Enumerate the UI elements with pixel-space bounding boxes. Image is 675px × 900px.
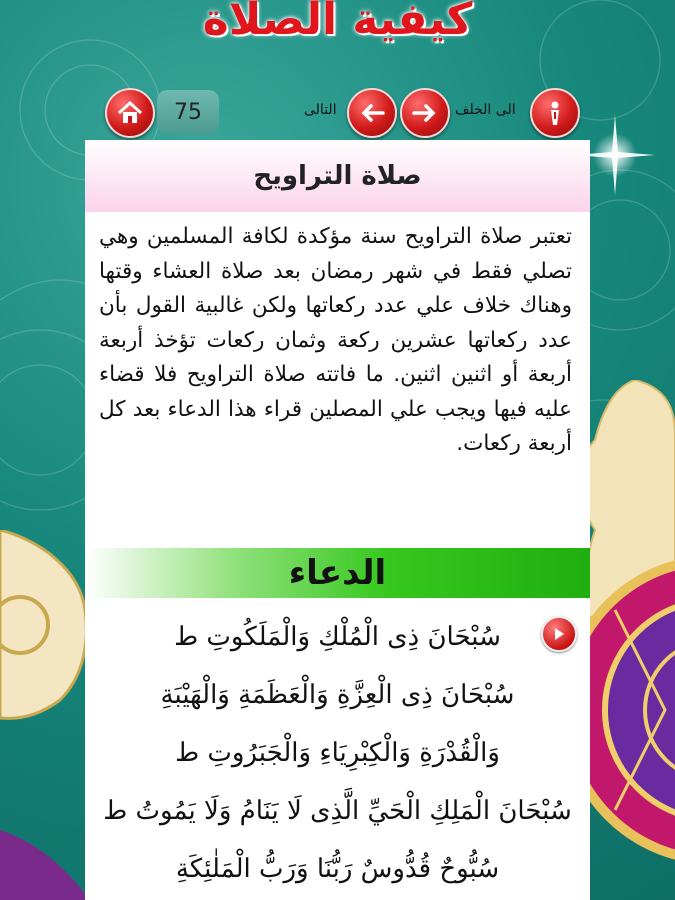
page-number: 75: [157, 90, 219, 134]
medallion-right-decoration: [575, 380, 675, 900]
dua-line: سُبْحَانَ الْمَلِكِ الْحَيِّ الَّذِى لَا يَنَامُ وَلَا يَمُوتُ ط: [103, 796, 572, 826]
arrow-left-icon: [358, 99, 386, 127]
info-button[interactable]: [530, 88, 580, 138]
app-title: كيفية الصلاة: [202, 0, 473, 45]
dua-line: وَالْقُدْرَةِ وَالْكِبْرِيَاءِ وَالْجَبَرُوتِ ط: [175, 738, 500, 768]
home-icon: [116, 99, 144, 127]
dua-line: سُبُّوحٌ قُدُّوسٌ رَبُّنَا وَرَبُّ الْمَلٰئِكَةِ: [175, 854, 500, 884]
home-button[interactable]: [105, 88, 155, 138]
next-button[interactable]: [347, 88, 397, 138]
figure-icon: [541, 99, 569, 127]
body-text: تعتبر صلاة التراويح سنة مؤكدة لكافة المسلمين وهي تصلي فقط في شهر رمضان بعد صلاة العشاء وقتها وهناك خلاف علي عدد ركعاتها ولكن غالبية القول بأن عدد ركعاتها عشرين ركعة وثمان ركعات تؤخذ أربعة أربعة أو اثنين اثنين. ما فاتته صلاة التراويح فلا قضاء عليه فيها ويجب علي المصلين قراء هذا الدعاء بعد كل أربعة ركعات.: [99, 224, 572, 456]
content-panel: [85, 140, 590, 900]
medallion-left-decoration: [0, 530, 90, 900]
section-title: صلاة التراويح: [85, 140, 590, 212]
play-button[interactable]: [541, 616, 577, 652]
arrow-right-icon: [411, 99, 439, 127]
dua-line: سُبْحَانَ ذِى الْمُلْكِ وَالْمَلَكُوتِ ط: [174, 622, 501, 652]
dua-lines: [85, 598, 590, 898]
next-label: التالى: [304, 102, 337, 118]
dua-line: سُبْحَانَ ذِى الْعِزَّةِ وَالْعَظَمَةِ وَالْهَيْبَةِ: [160, 680, 515, 710]
dua-title: الدعاء: [85, 548, 590, 598]
navigation-bar: [0, 88, 675, 138]
play-icon: [552, 627, 566, 641]
back-button[interactable]: [400, 88, 450, 138]
back-label: الى الخلف: [455, 102, 516, 118]
